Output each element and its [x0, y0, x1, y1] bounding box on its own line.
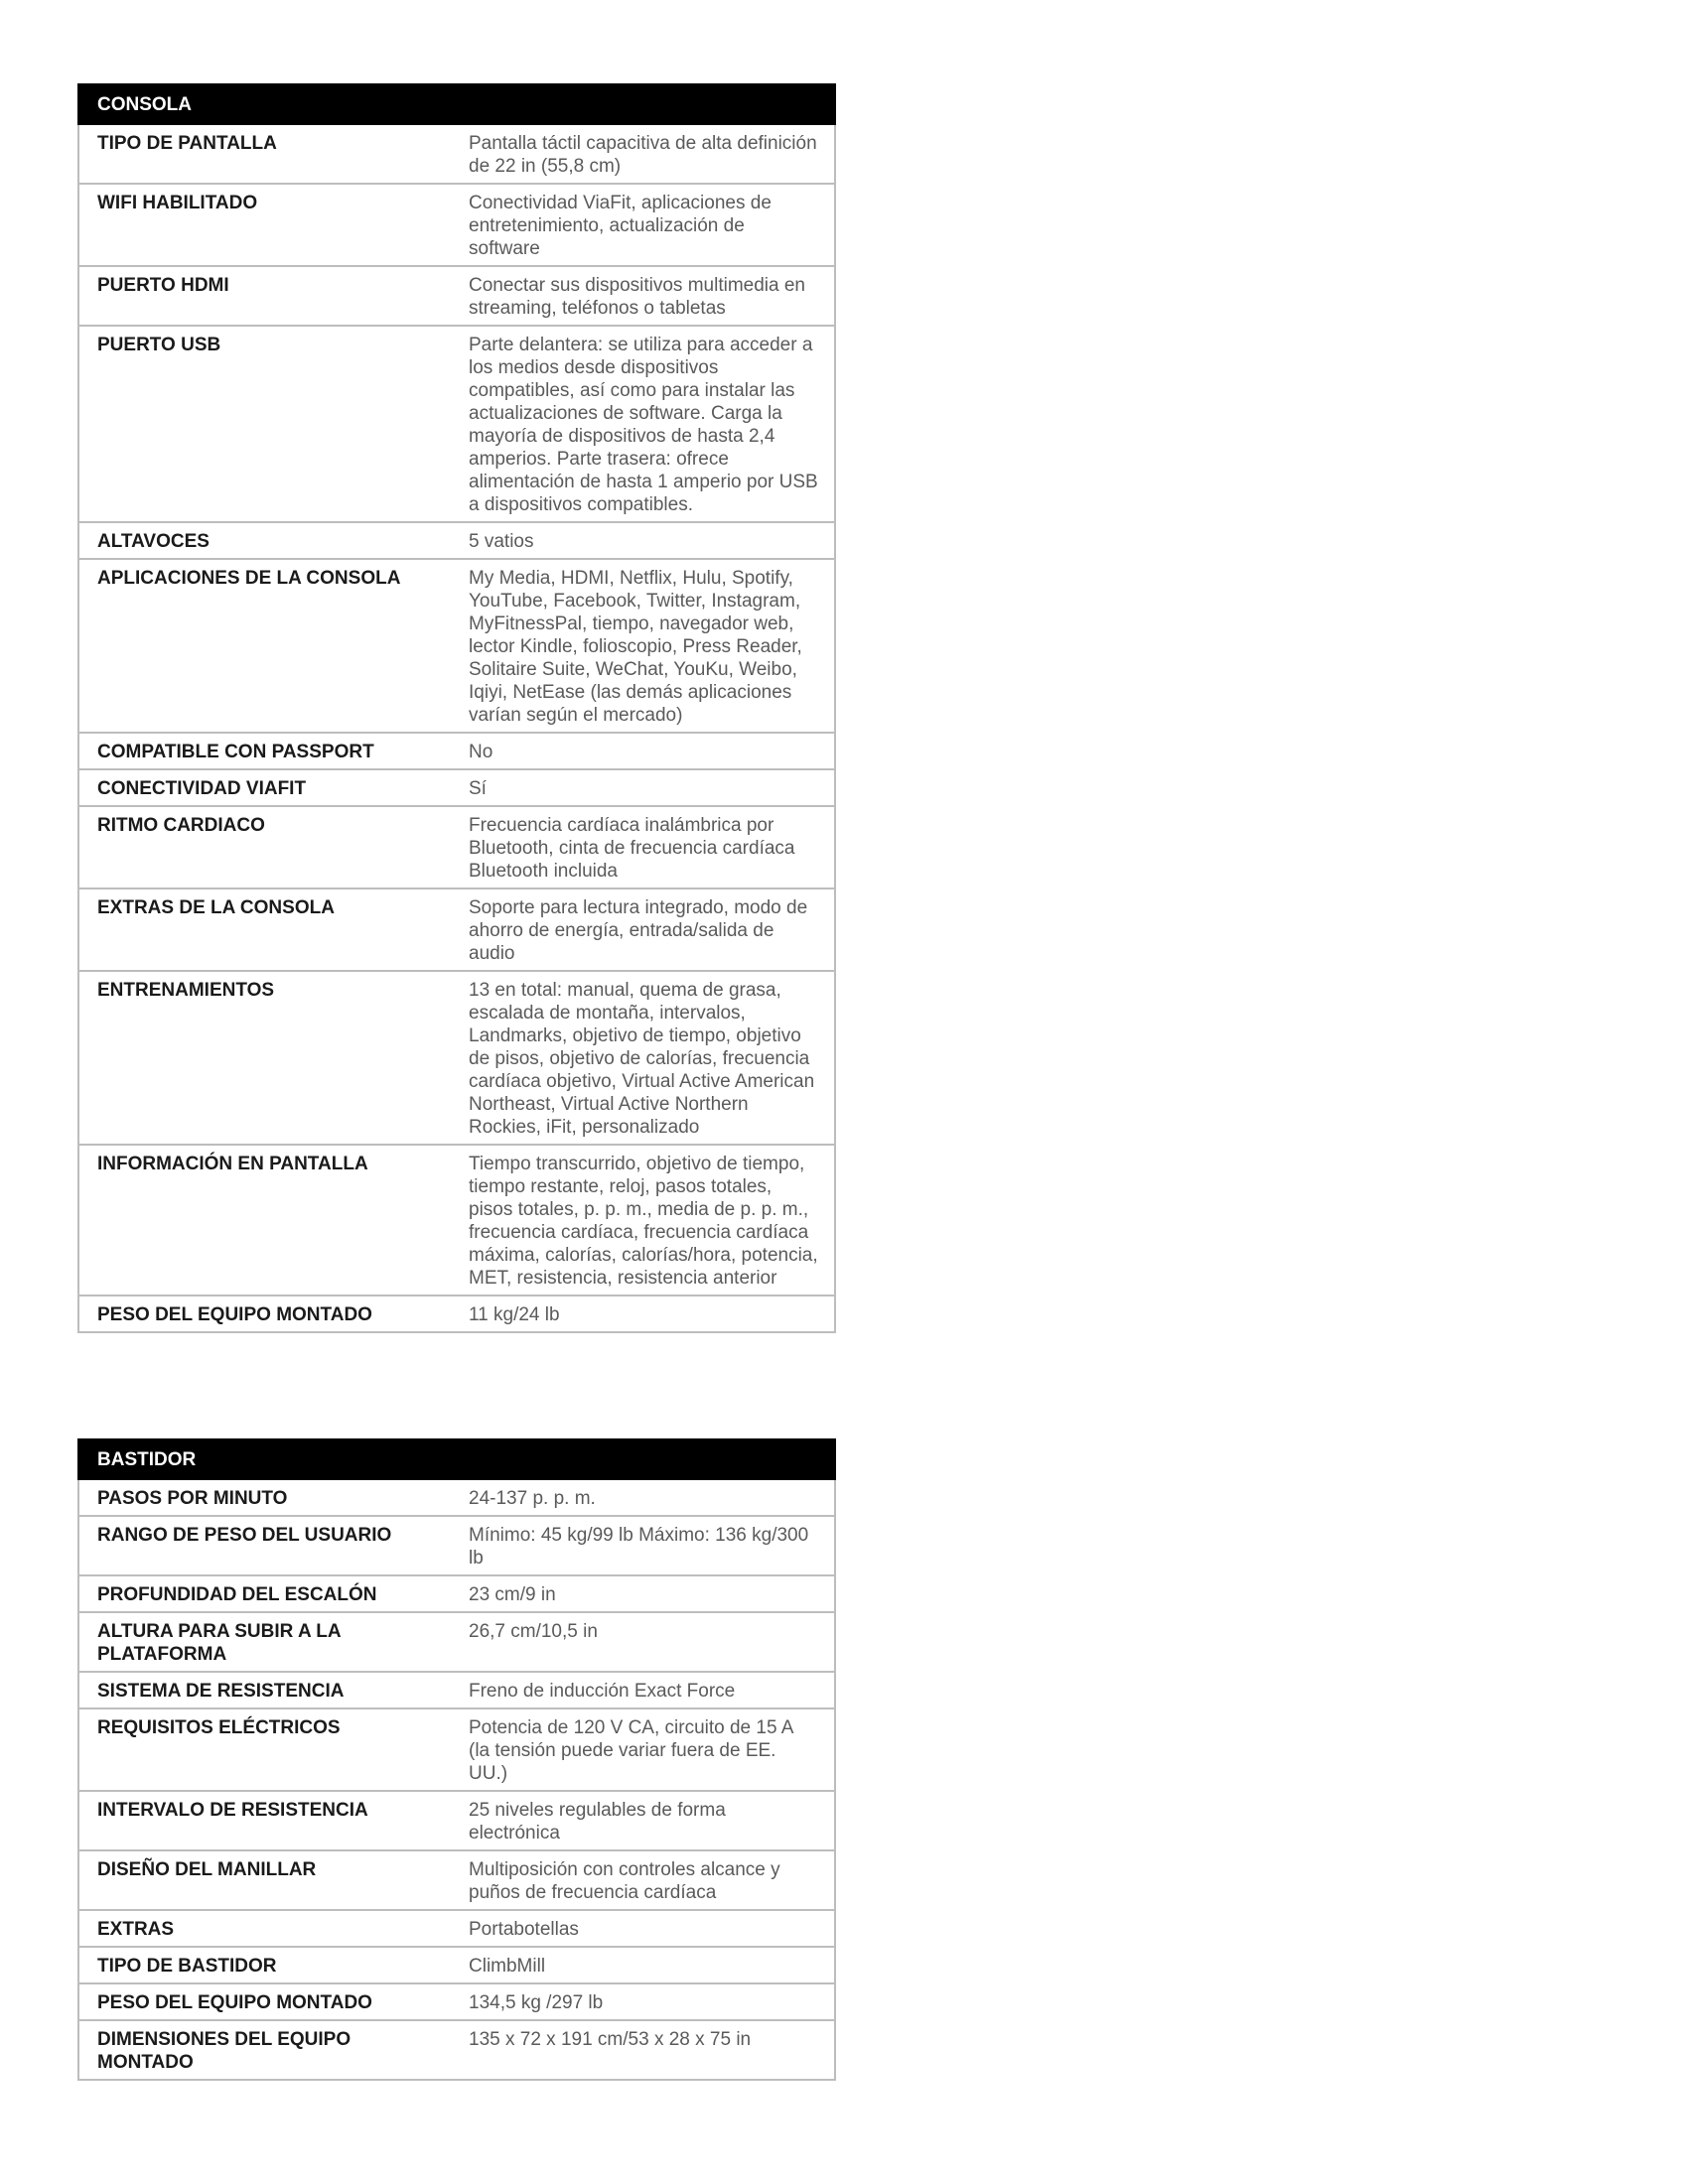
table-row — [78, 971, 835, 1145]
spec-label: ALTURA PARA SUBIR A LA PLATAFORMA — [78, 1612, 453, 1672]
table-row — [78, 1983, 835, 2020]
table-row — [78, 769, 835, 806]
spec-value: Potencia de 120 V CA, circuito de 15 A (la tensión puede variar fuera de EE. UU.) — [453, 1708, 835, 1791]
spec-value: 134,5 kg /297 lb — [453, 1983, 835, 2020]
spec-label: PESO DEL EQUIPO MONTADO — [78, 1296, 453, 1332]
spec-label: SISTEMA DE RESISTENCIA — [78, 1672, 453, 1708]
table-row — [78, 1672, 835, 1708]
table-row — [78, 1850, 835, 1910]
bastidor-spec-table — [77, 1438, 836, 2081]
table-row — [78, 266, 835, 326]
consola-section-title: CONSOLA — [78, 84, 835, 124]
spec-value: Sí — [453, 769, 835, 806]
table-row — [78, 1910, 835, 1947]
spec-label: DISEÑO DEL MANILLAR — [78, 1850, 453, 1910]
spec-label: TIPO DE PANTALLA — [78, 124, 453, 184]
spec-label: PUERTO USB — [78, 326, 453, 522]
spec-label: PESO DEL EQUIPO MONTADO — [78, 1983, 453, 2020]
spec-value: Conectividad ViaFit, aplicaciones de entretenimiento, actualización de software — [453, 184, 835, 266]
spec-value: 26,7 cm/10,5 in — [453, 1612, 835, 1672]
table-row — [78, 522, 835, 559]
spec-value: Freno de inducción Exact Force — [453, 1672, 835, 1708]
table-row — [78, 1708, 835, 1791]
table-row — [78, 1145, 835, 1296]
spec-value: Soporte para lectura integrado, modo de ahorro de energía, entrada/salida de audio — [453, 888, 835, 971]
spec-label: PROFUNDIDAD DEL ESCALÓN — [78, 1575, 453, 1612]
spec-label: RITMO CARDIACO — [78, 806, 453, 888]
spec-label: APLICACIONES DE LA CONSOLA — [78, 559, 453, 733]
spec-label: EXTRAS DE LA CONSOLA — [78, 888, 453, 971]
spec-label: COMPATIBLE CON PASSPORT — [78, 733, 453, 769]
spec-value: Parte delantera: se utiliza para acceder a los medios desde dispositivos compatibles, así como para instalar las actualizaciones de software. Carga la mayoría de dispositivos de hasta 2,4 amperios. Parte trasera: ofrece alimentación de hasta 1 amperio por USB a dispositivos compatibles. — [453, 326, 835, 522]
spec-value: Mínimo: 45 kg/99 lb Máximo: 136 kg/300 lb — [453, 1516, 835, 1575]
table-row — [78, 326, 835, 522]
spec-value: 25 niveles regulables de forma electrónica — [453, 1791, 835, 1850]
spec-value: Tiempo transcurrido, objetivo de tiempo, tiempo restante, reloj, pasos totales, pisos totales, p. p. m., media de p. p. m., frecuencia cardíaca, frecuencia cardíaca máxima, calorías, calorías/hora, potencia, MET, resistencia, resistencia anterior — [453, 1145, 835, 1296]
spec-label: TIPO DE BASTIDOR — [78, 1947, 453, 1983]
table-row — [78, 1479, 835, 1516]
spec-label: INFORMACIÓN EN PANTALLA — [78, 1145, 453, 1296]
spec-value: Frecuencia cardíaca inalámbrica por Bluetooth, cinta de frecuencia cardíaca Bluetooth incluida — [453, 806, 835, 888]
spec-label: INTERVALO DE RESISTENCIA — [78, 1791, 453, 1850]
table-row — [78, 733, 835, 769]
spec-value: 11 kg/24 lb — [453, 1296, 835, 1332]
table-row — [78, 559, 835, 733]
spec-value: 5 vatios — [453, 522, 835, 559]
spec-value: Portabotellas — [453, 1910, 835, 1947]
spec-label: ALTAVOCES — [78, 522, 453, 559]
bastidor-header-row — [78, 1439, 835, 1479]
spec-label: WIFI HABILITADO — [78, 184, 453, 266]
table-row — [78, 1296, 835, 1332]
consola-header-row — [78, 84, 835, 124]
table-row — [78, 2020, 835, 2080]
table-row — [78, 1612, 835, 1672]
spec-value: 24-137 p. p. m. — [453, 1479, 835, 1516]
spec-value: 23 cm/9 in — [453, 1575, 835, 1612]
spec-label: EXTRAS — [78, 1910, 453, 1947]
spec-value: 13 en total: manual, quema de grasa, escalada de montaña, intervalos, Landmarks, objetivo de tiempo, objetivo de pisos, objetivo de calorías, frecuencia cardíaca objetivo, Virtual Active American Northeast, Virtual Active Northern Rockies, iFit, personalizado — [453, 971, 835, 1145]
spec-value: 135 x 72 x 191 cm/53 x 28 x 75 in — [453, 2020, 835, 2080]
spec-label: RANGO DE PESO DEL USUARIO — [78, 1516, 453, 1575]
consola-spec-table — [77, 83, 836, 1333]
spec-value: Multiposición con controles alcance y puños de frecuencia cardíaca — [453, 1850, 835, 1910]
table-row — [78, 184, 835, 266]
table-row — [78, 1575, 835, 1612]
spec-label: DIMENSIONES DEL EQUIPO MONTADO — [78, 2020, 453, 2080]
table-row — [78, 806, 835, 888]
spec-value: Pantalla táctil capacitiva de alta definición de 22 in (55,8 cm) — [453, 124, 835, 184]
spec-value: Conectar sus dispositivos multimedia en streaming, teléfonos o tabletas — [453, 266, 835, 326]
spec-label: REQUISITOS ELÉCTRICOS — [78, 1708, 453, 1791]
spec-value: My Media, HDMI, Netflix, Hulu, Spotify, YouTube, Facebook, Twitter, Instagram, MyFitnessPal, tiempo, navegador web, lector Kindle, folioscopio, Press Reader, Solitaire Suite, WeChat, YouKu, Weibo, Iqiyi, NetEase (las demás aplicaciones varían según el mercado) — [453, 559, 835, 733]
table-row — [78, 888, 835, 971]
table-row — [78, 1947, 835, 1983]
spec-value: ClimbMill — [453, 1947, 835, 1983]
spec-value: No — [453, 733, 835, 769]
bastidor-section-title: BASTIDOR — [78, 1439, 835, 1479]
table-row — [78, 1791, 835, 1850]
table-row — [78, 1516, 835, 1575]
spec-label: PASOS POR MINUTO — [78, 1479, 453, 1516]
spec-label: PUERTO HDMI — [78, 266, 453, 326]
spec-label: ENTRENAMIENTOS — [78, 971, 453, 1145]
spec-label: CONECTIVIDAD VIAFIT — [78, 769, 453, 806]
table-row — [78, 124, 835, 184]
